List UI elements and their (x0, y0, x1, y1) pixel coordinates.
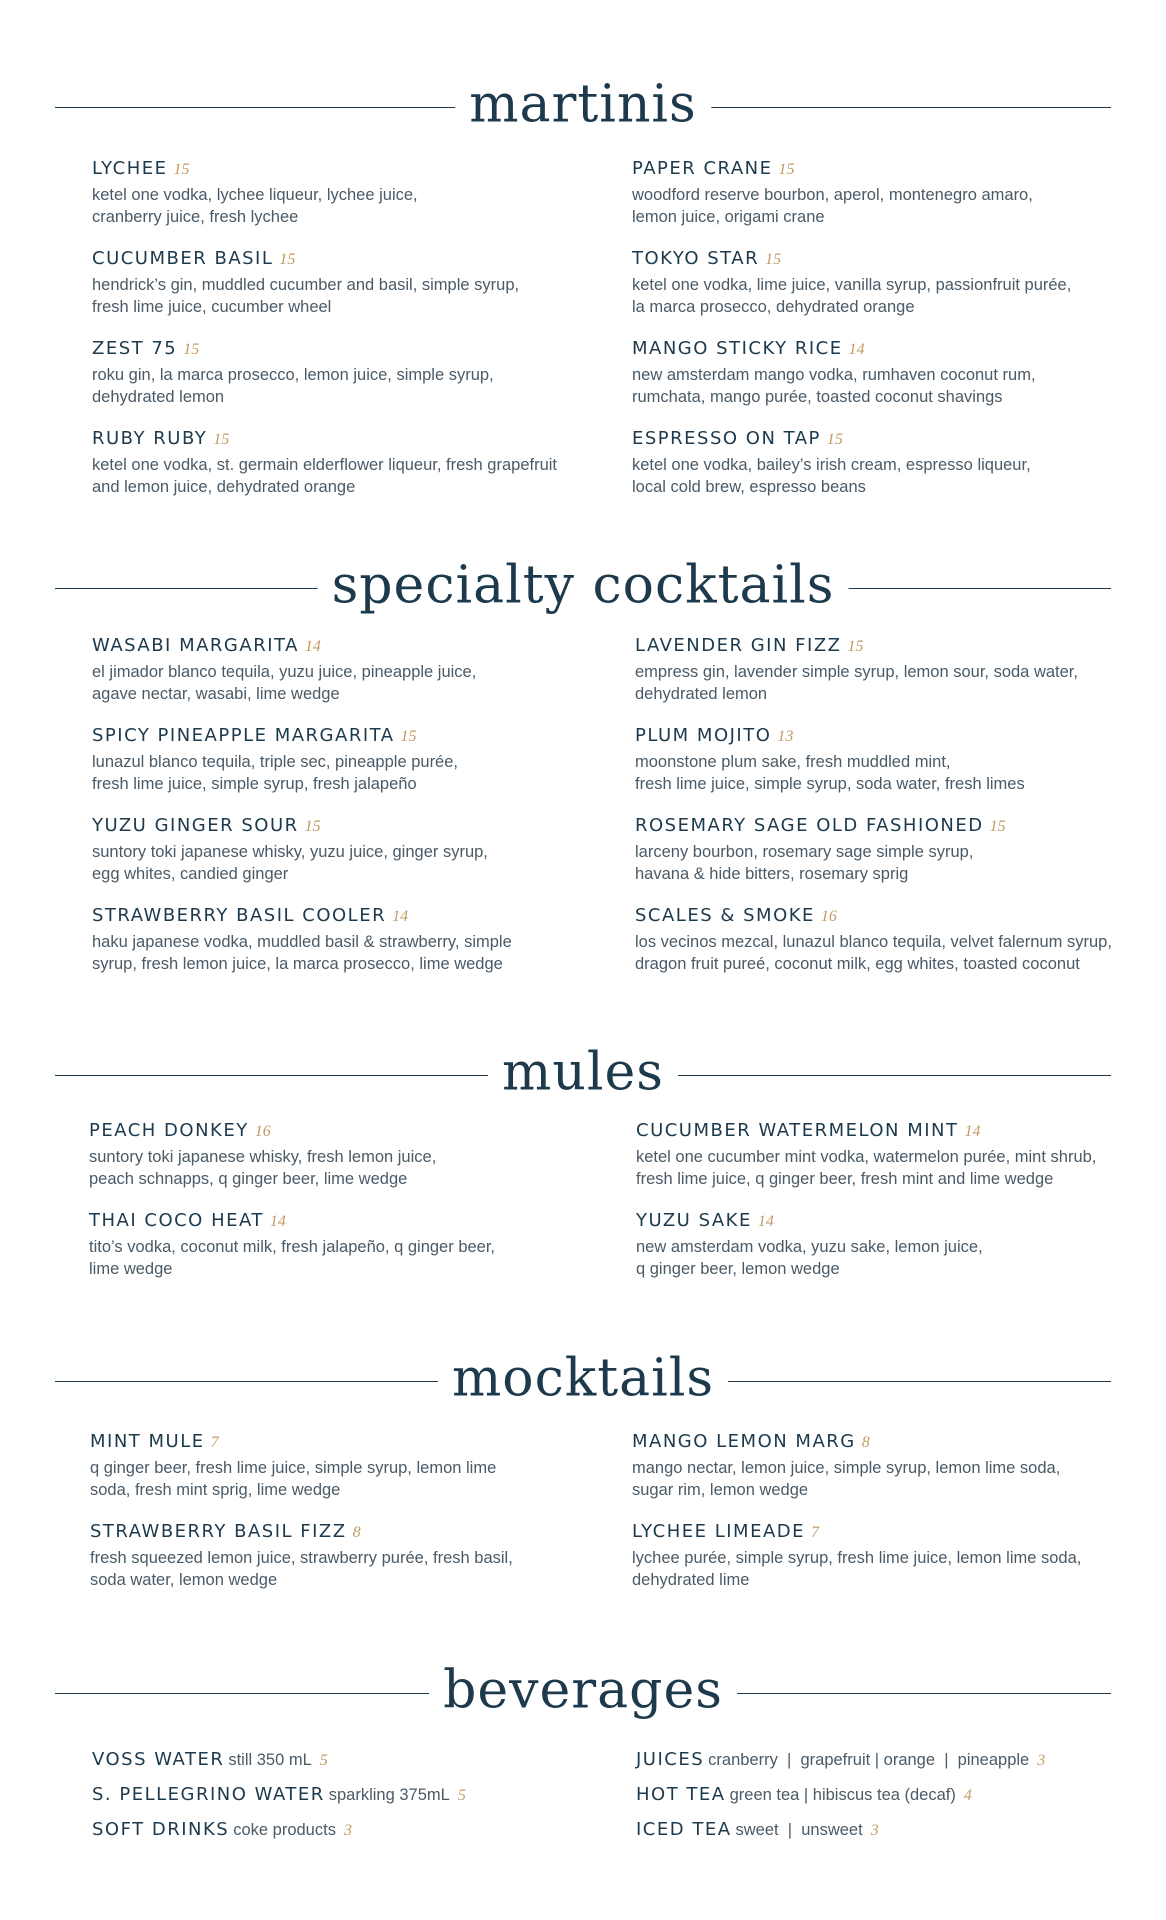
item-description: moonstone plum sake, fresh muddled mint, (635, 753, 951, 771)
beverage-item (636, 1748, 1045, 1773)
menu-item (89, 1119, 589, 1190)
item-description: dragon fruit pureé, coconut milk, egg whites, toasted coconut (635, 955, 1080, 973)
item-description: ketel one vodka, st. germain elderflower liqueur, fresh grapefruit (92, 456, 557, 474)
menu-item (89, 1209, 589, 1280)
item-description: new amsterdam mango vodka, rumhaven coconut rum, (632, 366, 1036, 384)
menu-item (92, 427, 592, 498)
menu-item (635, 904, 1155, 975)
item-description: cranberry juice, fresh lychee (92, 208, 299, 226)
beverage-item (636, 1783, 972, 1808)
item-name: MANGO STICKY RICE (632, 338, 843, 359)
item-description: new amsterdam vodka, yuzu sake, lemon juice, (636, 1238, 983, 1256)
item-description: lunazul blanco tequila, triple sec, pineapple purée, (92, 753, 458, 771)
item-description: dehydrated lime (632, 1571, 750, 1589)
item-description: mango nectar, lemon juice, simple syrup, lemon lime soda, (632, 1459, 1061, 1477)
item-description: fresh lime juice, q ginger beer, fresh mint and lime wedge (636, 1170, 1054, 1188)
item-price: 5 (319, 1752, 328, 1769)
item-detail: still 350 mL (228, 1751, 312, 1769)
section-title: martinis (455, 75, 711, 135)
item-detail: sweet | unsweet (735, 1821, 863, 1839)
item-price: 3 (1037, 1752, 1046, 1769)
item-name: YUZU GINGER SOUR (92, 815, 299, 836)
item-description: ketel one vodka, lime juice, vanilla syrup, passionfruit purée, (632, 276, 1072, 294)
item-description: tito’s vodka, coconut milk, fresh jalapeño, q ginger beer, (89, 1238, 496, 1256)
section-header (0, 74, 1166, 137)
menu-item (92, 634, 592, 705)
item-name: CUCUMBER BASIL (92, 248, 274, 269)
beverage-item (92, 1748, 328, 1773)
section-title: mules (488, 1043, 678, 1103)
section-header (0, 1660, 1166, 1723)
item-description: lychee purée, simple syrup, fresh lime juice, lemon lime soda, (632, 1549, 1082, 1567)
item-description: roku gin, la marca prosecco, lemon juice, simple syrup, (92, 366, 494, 384)
menu-item (90, 1430, 590, 1501)
item-price: 4 (963, 1787, 972, 1804)
item-name: STRAWBERRY BASIL FIZZ (90, 1521, 347, 1542)
beverage-item (636, 1818, 879, 1843)
item-price: 15 (213, 431, 230, 448)
item-name: JUICES (636, 1749, 705, 1770)
item-name: ZEST 75 (92, 338, 178, 359)
menu-item (632, 1430, 1152, 1501)
menu-item (92, 157, 592, 228)
item-price: 7 (811, 1524, 820, 1541)
item-description: peach schnapps, q ginger beer, lime wedge (89, 1170, 408, 1188)
item-description: lemon juice, origami crane (632, 208, 825, 226)
item-price: 15 (847, 638, 864, 655)
menu-item (92, 724, 592, 795)
beverage-item (92, 1818, 352, 1843)
item-description: sugar rim, lemon wedge (632, 1481, 809, 1499)
item-name: STRAWBERRY BASIL COOLER (92, 905, 387, 926)
menu-item (632, 1520, 1152, 1591)
item-price: 15 (826, 431, 843, 448)
menu-item (90, 1520, 590, 1591)
item-name: PLUM MOJITO (635, 725, 772, 746)
item-price: 8 (352, 1524, 361, 1541)
item-name: ROSEMARY SAGE OLD FASHIONED (635, 815, 984, 836)
item-name: ICED TEA (636, 1819, 732, 1840)
item-description: havana & hide bitters, rosemary sprig (635, 865, 909, 883)
item-description: haku japanese vodka, muddled basil & strawberry, simple (92, 933, 512, 951)
menu-item (636, 1119, 1156, 1190)
item-description: lime wedge (89, 1260, 173, 1278)
item-description: el jimador blanco tequila, yuzu juice, pineapple juice, (92, 663, 477, 681)
item-price: 3 (870, 1822, 879, 1839)
menu-item (632, 337, 1132, 408)
item-name: VOSS WATER (92, 1749, 225, 1770)
item-description: egg whites, candied ginger (92, 865, 289, 883)
item-description: la marca prosecco, dehydrated orange (632, 298, 915, 316)
item-description: larceny bourbon, rosemary sage simple syrup, (635, 843, 974, 861)
item-price: 15 (778, 161, 795, 178)
item-name: LYCHEE (92, 158, 168, 179)
item-name: SPICY PINEAPPLE MARGARITA (92, 725, 395, 746)
menu-item (635, 634, 1155, 705)
item-name: TOKYO STAR (632, 248, 760, 269)
item-price: 14 (757, 1213, 774, 1230)
item-detail: green tea | hibiscus tea (decaf) (729, 1786, 956, 1804)
item-description: agave nectar, wasabi, lime wedge (92, 685, 340, 703)
item-detail: cranberry | grapefruit | orange | pineapple (708, 1751, 1030, 1769)
item-description: woodford reserve bourbon, aperol, montenegro amaro, (632, 186, 1033, 204)
item-price: 13 (777, 728, 794, 745)
menu-item (92, 814, 592, 885)
item-description: los vecinos mezcal, lunazul blanco tequila, velvet falernum syrup, (635, 933, 1112, 951)
section-mules (0, 1042, 1166, 1105)
item-description: fresh lime juice, simple syrup, soda water, fresh limes (635, 775, 1025, 793)
item-name: WASABI MARGARITA (92, 635, 299, 656)
item-price: 14 (848, 341, 865, 358)
item-description: fresh lime juice, cucumber wheel (92, 298, 332, 316)
item-price: 16 (820, 908, 837, 925)
item-price: 15 (183, 341, 200, 358)
item-price: 15 (279, 251, 296, 268)
item-name: RUBY RUBY (92, 428, 208, 449)
item-price: 3 (343, 1822, 352, 1839)
menu-item (632, 247, 1132, 318)
item-price: 15 (989, 818, 1006, 835)
section-header (0, 1042, 1166, 1105)
item-price: 8 (861, 1434, 870, 1451)
menu-item (92, 337, 592, 408)
item-description: fresh squeezed lemon juice, strawberry purée, fresh basil, (90, 1549, 513, 1567)
item-description: and lemon juice, dehydrated orange (92, 478, 356, 496)
item-price: 5 (457, 1787, 466, 1804)
item-price: 14 (392, 908, 409, 925)
section-mocktails (0, 1348, 1166, 1411)
section-title: beverages (429, 1661, 737, 1721)
section-header (0, 555, 1166, 618)
menu-item (635, 724, 1155, 795)
item-description: hendrick’s gin, muddled cucumber and basil, simple syrup, (92, 276, 520, 294)
menu-item (632, 427, 1132, 498)
item-price: 14 (304, 638, 321, 655)
item-description: dehydrated lemon (92, 388, 225, 406)
item-description: empress gin, lavender simple syrup, lemon sour, soda water, (635, 663, 1078, 681)
menu-item (92, 247, 592, 318)
item-description: q ginger beer, fresh lime juice, simple syrup, lemon lime (90, 1459, 497, 1477)
item-price: 16 (254, 1123, 271, 1140)
item-description: rumchata, mango purée, toasted coconut shavings (632, 388, 1003, 406)
item-name: ESPRESSO ON TAP (632, 428, 821, 449)
item-name: MANGO LEMON MARG (632, 1431, 856, 1452)
section-specialty-cocktails (0, 555, 1166, 618)
section-title: mocktails (438, 1349, 728, 1409)
item-name: PEACH DONKEY (89, 1120, 249, 1141)
item-description: ketel one vodka, bailey’s irish cream, espresso liqueur, (632, 456, 1031, 474)
section-martinis (0, 74, 1166, 137)
item-price: 15 (400, 728, 417, 745)
item-price: 14 (269, 1213, 286, 1230)
item-description: ketel one cucumber mint vodka, watermelon purée, mint shrub, (636, 1148, 1097, 1166)
item-name: THAI COCO HEAT (89, 1210, 264, 1231)
item-price: 14 (964, 1123, 981, 1140)
menu-item (635, 814, 1155, 885)
item-name: S. PELLEGRINO WATER (92, 1784, 325, 1805)
item-name: LAVENDER GIN FIZZ (635, 635, 842, 656)
section-header (0, 1348, 1166, 1411)
menu-item (636, 1209, 1156, 1280)
item-price: 7 (210, 1434, 219, 1451)
item-description: syrup, fresh lemon juice, la marca prosecco, lime wedge (92, 955, 503, 973)
item-description: fresh lime juice, simple syrup, fresh jalapeño (92, 775, 417, 793)
item-name: LYCHEE LIMEADE (632, 1521, 806, 1542)
item-description: soda water, lemon wedge (90, 1571, 278, 1589)
item-name: YUZU SAKE (636, 1210, 752, 1231)
item-name: HOT TEA (636, 1784, 726, 1805)
item-name: SCALES & SMOKE (635, 905, 815, 926)
item-description: soda, fresh mint sprig, lime wedge (90, 1481, 341, 1499)
item-detail: sparkling 375mL (328, 1786, 450, 1804)
item-price: 15 (304, 818, 321, 835)
item-description: q ginger beer, lemon wedge (636, 1260, 840, 1278)
item-name: MINT MULE (90, 1431, 205, 1452)
item-price: 15 (765, 251, 782, 268)
item-description: local cold brew, espresso beans (632, 478, 866, 496)
item-description: dehydrated lemon (635, 685, 768, 703)
item-name: SOFT DRINKS (92, 1819, 230, 1840)
item-price: 15 (173, 161, 190, 178)
menu-item (92, 904, 592, 975)
section-beverages (0, 1660, 1166, 1723)
beverage-item (92, 1783, 466, 1808)
item-description: suntory toki japanese whisky, yuzu juice, ginger syrup, (92, 843, 488, 861)
item-name: PAPER CRANE (632, 158, 773, 179)
item-name: CUCUMBER WATERMELON MINT (636, 1120, 959, 1141)
item-detail: coke products (233, 1821, 336, 1839)
section-title: specialty cocktails (318, 556, 849, 616)
item-description: suntory toki japanese whisky, fresh lemon juice, (89, 1148, 437, 1166)
item-description: ketel one vodka, lychee liqueur, lychee juice, (92, 186, 418, 204)
menu-item (632, 157, 1132, 228)
